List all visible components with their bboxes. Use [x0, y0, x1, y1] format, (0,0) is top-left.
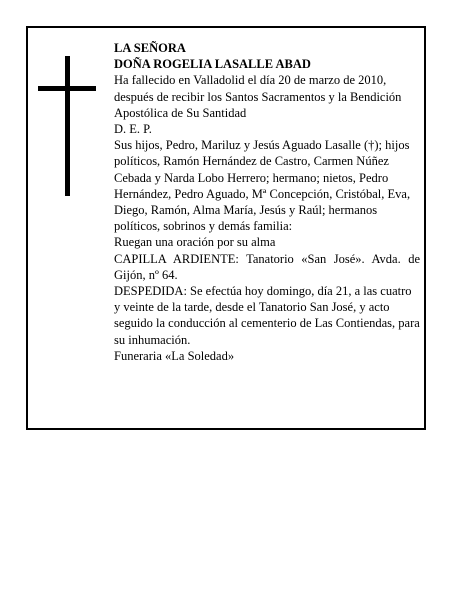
farewell-info: DESPEDIDA: Se efectúa hoy domingo, día 21, a las cuatro y veinte de la tarde, desde el Tanatorio San José, y acto seguido la conducción al cementerio de Las Contiendas, para su inhumación.: [114, 284, 420, 347]
dep-line: D. E. P.: [114, 122, 152, 137]
cross-horizontal-bar: [38, 86, 96, 91]
funeral-home: Funeraria «La Soledad»: [114, 348, 235, 363]
deceased-name: DOÑA ROGELIA LASALLE ABAD: [114, 57, 311, 72]
cross-vertical-bar: [65, 56, 70, 196]
death-statement: Ha fallecido en Valladolid el día 20 de marzo de 2010, después de recibir los Santos Sacramentos y la Bendición Apostólica de Su Santidad: [114, 73, 402, 120]
notice-title: LA SEÑORA: [114, 41, 186, 55]
chapel-info: CAPILLA ARDIENTE: Tanatorio «San José». Avda. de Gijón, nº 64.: [114, 251, 420, 282]
prayer-request: Ruegan una oración por su alma: [114, 235, 276, 250]
family-list: Sus hijos, Pedro, Mariluz y Jesús Aguado Lasalle (†); hijos políticos, Ramón Hernández de Castro, Carmen Núñez Cebada y Narda Lobo Herrero; hermano; nietos, Pedro Hernández, Pedro Aguado, Mª Concepción, Cristóbal, Eva, Diego, Ramón, Alma María, Jesús y Raúl; hermanos políticos, sobrinos y demás familia:: [114, 138, 411, 234]
obituary-text: [114, 40, 420, 364]
cross-icon: [38, 56, 96, 196]
